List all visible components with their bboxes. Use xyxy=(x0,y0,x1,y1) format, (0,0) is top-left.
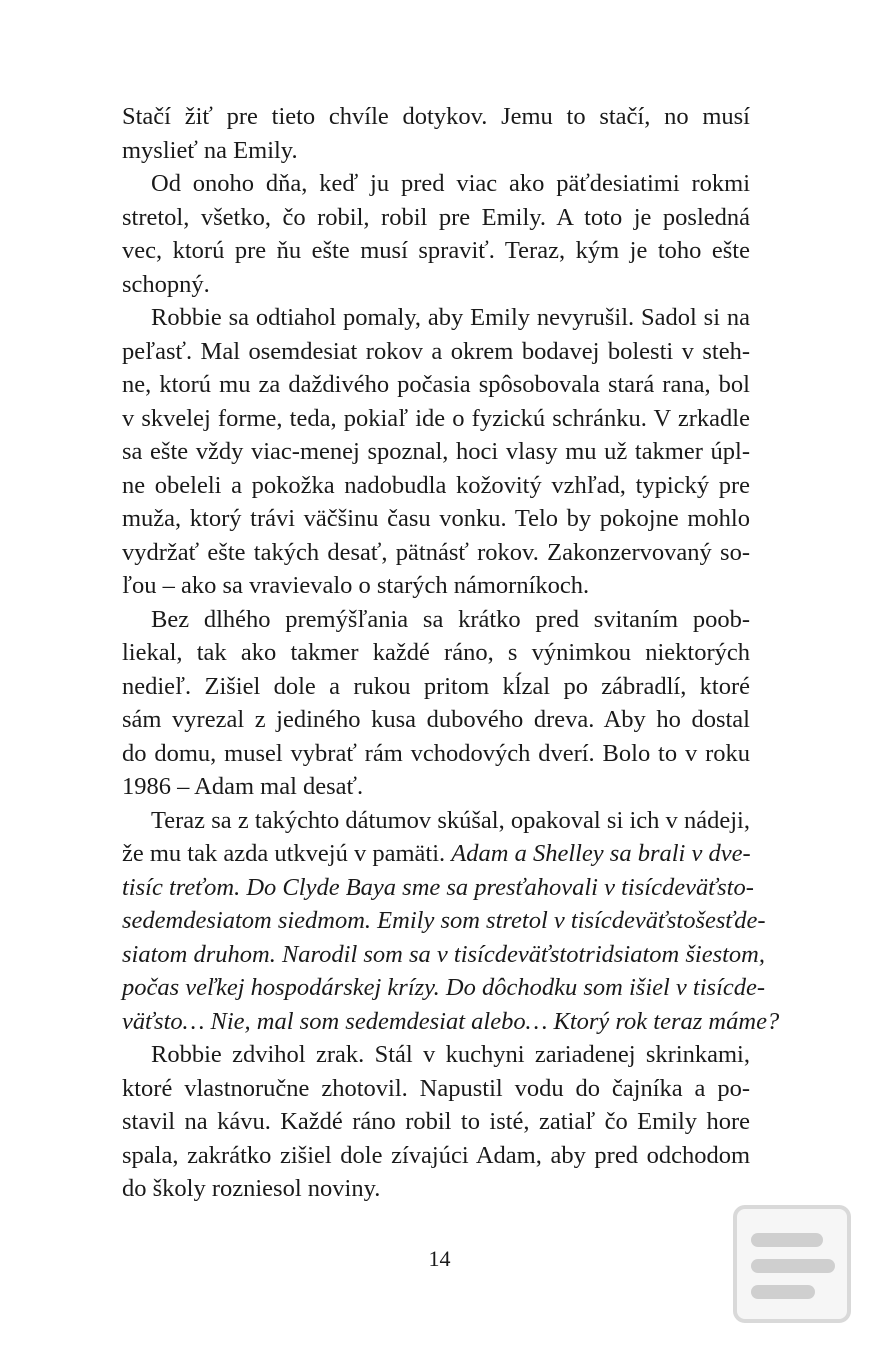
watermark-bar xyxy=(751,1233,823,1247)
text-line: do školy rozniesol noviny. xyxy=(122,1175,381,1202)
document-lines-icon xyxy=(733,1205,851,1323)
text-line: schopný. xyxy=(122,270,210,298)
italic-text-line: počas veľkej hospodárskej krízy. Do dôchodku som išiel v tisícde- xyxy=(122,974,766,1001)
page-number: 14 xyxy=(428,1246,451,1271)
text-line: v skvelej forme, teda, pokiaľ ide o fyzickú schránku. V zrkadle xyxy=(122,404,750,432)
italic-text-segment: Adam a Shelley sa brali v dve- xyxy=(451,840,751,867)
text-line: ne, ktorú mu za daždivého počasia spôsobovala stará rana, bol xyxy=(122,371,750,398)
text-line: sa ešte vždy viac-menej spoznal, hoci vlasy mu už takmer úpl- xyxy=(122,438,750,465)
italic-text-line: väťsto… Nie, mal som sedemdesiat alebo… Ktorý rok teraz máme? xyxy=(122,1007,780,1035)
text-line: Bez dlhého premýšľania sa krátko pred svitaním poob- xyxy=(151,605,750,633)
text-line: myslieť na Emily. xyxy=(122,136,298,164)
text-line: muža, ktorý trávi väčšinu času vonku. Telo by pokojne mohlo xyxy=(122,505,750,532)
text-line: liekal, tak ako takmer každé ráno, s výnimkou niektorých xyxy=(122,639,750,666)
watermark-bar xyxy=(751,1285,815,1299)
text-line: Od onoho dňa, keď ju pred viac ako päťdesiatimi rokmi xyxy=(151,170,750,197)
italic-text-line: siatom druhom. Narodil som sa v tisícdeväťstotridsiatom šiestom, xyxy=(122,940,765,968)
text-line: do domu, musel vybrať rám vchodových dverí. Bolo to v roku xyxy=(122,739,750,767)
text-line: ľou – ako sa vravievalo o starých námorníkoch. xyxy=(122,572,590,599)
text-line: Robbie sa odtiahol pomaly, aby Emily nevyrušil. Sadol si na xyxy=(151,304,750,331)
text-line: Teraz sa z takýchto dátumov skúšal, opakoval si ich v nádeji, xyxy=(151,806,750,834)
text-line: stavil na kávu. Každé ráno robil to isté, zatiaľ čo Emily hore xyxy=(122,1108,750,1135)
watermark-bar xyxy=(751,1259,835,1273)
text-line: sám vyrezal z jediného kusa dubového dreva. Aby ho dostal xyxy=(122,706,750,733)
text-line: ktoré vlastnoručne zhotovil. Napustil vodu do čajníka a po- xyxy=(122,1074,750,1102)
text-line xyxy=(122,837,750,871)
text-line: vydržať ešte takých desať, pätnásť rokov. Zakonzervovaný so- xyxy=(122,538,750,566)
text-line: spala, zakrátko zišiel dole zívajúci Adam, aby pred odchodom xyxy=(122,1141,750,1169)
text-line: vec, ktorú pre ňu ešte musí spraviť. Teraz, kým je toho ešte xyxy=(122,237,750,264)
italic-text-line: sedemdesiatom siedmom. Emily som stretol v tisícdeväťstošesťde- xyxy=(122,907,766,934)
text-line: ne obeleli a pokožka nadobudla kožovitý vzhľad, typický pre xyxy=(122,471,750,499)
text-line: stretol, všetko, čo robil, robil pre Emily. A toto je posledná xyxy=(122,203,750,231)
text-segment: že mu tak azda utkvejú v pamäti. xyxy=(122,840,446,867)
text-line: 1986 – Adam mal desať. xyxy=(122,773,364,800)
text-line: peľasť. Mal osemdesiat rokov a okrem bodavej bolesti v steh- xyxy=(122,337,750,365)
italic-text-line: tisíc treťom. Do Clyde Baya sme sa presťahovali v tisícdeväťsto- xyxy=(122,873,754,901)
text-line: Robbie zdvihol zrak. Stál v kuchyni zariadenej skrinkami, xyxy=(151,1041,750,1068)
text-line: Stačí žiť pre tieto chvíle dotykov. Jemu to stačí, no musí xyxy=(122,103,750,130)
book-page-body xyxy=(122,100,780,1206)
text-line: nedieľ. Zišiel dole a rukou pritom kĺzal po zábradlí, ktoré xyxy=(122,672,750,700)
